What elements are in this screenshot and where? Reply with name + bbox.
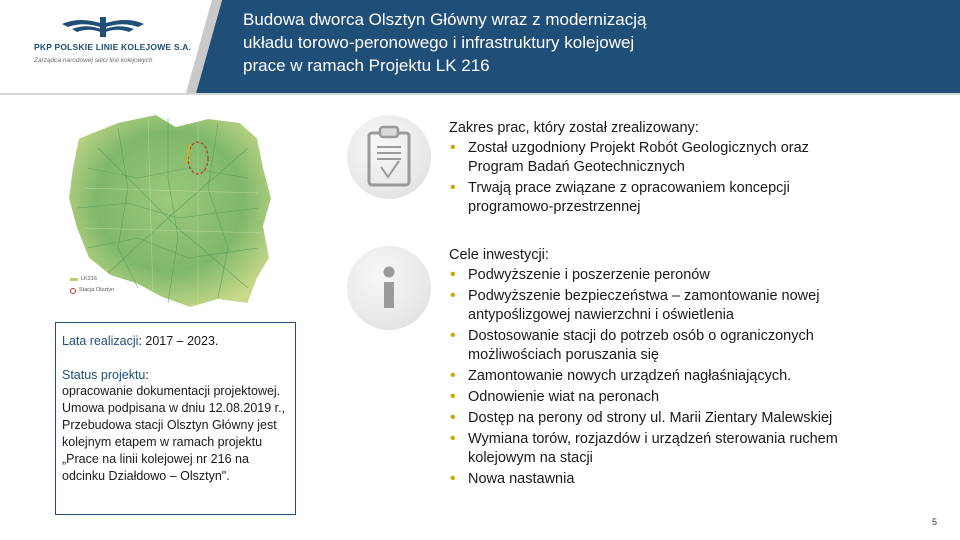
legend-item-lk216 bbox=[70, 274, 114, 285]
list-item bbox=[449, 388, 919, 407]
logo-name: PKP POLSKIE LINIE KOLEJOWE S.A. bbox=[34, 42, 192, 52]
list-item bbox=[449, 287, 919, 325]
list-item-text: • Dostosowanie stacji do potrzeb osób o ograniczonych możliwościach poruszania się bbox=[468, 328, 814, 363]
list-item-text: • Nowa nastawnia bbox=[468, 471, 575, 487]
years-label: Lata realizacji bbox=[62, 334, 139, 348]
list-item bbox=[449, 179, 919, 217]
info-icon-circle bbox=[347, 246, 431, 330]
years-value: : 2017 – 2023. bbox=[138, 334, 219, 348]
legend-item-station bbox=[70, 285, 114, 296]
map-legend bbox=[70, 274, 114, 296]
project-info-box bbox=[55, 322, 296, 515]
legend-label: Stacja Olsztyn bbox=[79, 287, 115, 293]
list-item-text: • Wymiana torów, rozjazdów i urządzeń sterowania ruchem kolejowym na stacji bbox=[468, 431, 838, 466]
legend-circle-icon bbox=[70, 288, 76, 294]
scope-section bbox=[449, 119, 919, 219]
list-item bbox=[449, 266, 919, 285]
legend-line-icon bbox=[70, 278, 78, 281]
pkp-logo-icon bbox=[58, 14, 148, 40]
info-icon bbox=[347, 246, 431, 330]
legend-label: LK216 bbox=[81, 276, 97, 282]
status-heading bbox=[62, 367, 289, 383]
status-label: Status projektu bbox=[62, 368, 146, 382]
list-item-text: • Zamontowanie nowych urządzeń nagłaśniających. bbox=[468, 368, 792, 384]
years-row bbox=[62, 333, 289, 349]
list-item-text: • Odnowienie wiat na peronach bbox=[468, 389, 660, 405]
slide-header bbox=[0, 0, 960, 93]
clipboard-icon bbox=[347, 115, 431, 199]
scope-heading: Zakres prac, który został zrealizowany: bbox=[449, 120, 699, 136]
title-line: prace w ramach Projektu LK 216 bbox=[243, 56, 490, 75]
clipboard-icon-circle bbox=[347, 115, 431, 199]
list-item bbox=[449, 367, 919, 386]
goals-section bbox=[449, 246, 919, 491]
status-text: opracowanie dokumentacji projektowej. Umowa podpisana w dniu 12.08.2019 r., Przebudowa stacji Olsztyn Główny jest kolejnym etapem w ramach projektu „Prace na linii kolejowej nr 216 na odcinku Działdowo – Olsztyn". bbox=[62, 384, 286, 483]
slide-title bbox=[243, 8, 883, 77]
title-line: układu torowo-peronowego i infrastruktury kolejowej bbox=[243, 33, 635, 52]
header-divider bbox=[0, 93, 960, 95]
list-item-text: • Podwyższenie i poszerzenie peronów bbox=[468, 267, 710, 283]
list-item bbox=[449, 327, 919, 365]
list-item-text: • Podwyższenie bezpieczeństwa – zamontowanie nowej antypoślizgowej nawierzchni i oświetlenia bbox=[468, 288, 820, 323]
list-item bbox=[449, 470, 919, 489]
list-item bbox=[449, 430, 919, 468]
list-item bbox=[449, 409, 919, 428]
title-line: Budowa dworca Olsztyn Główny wraz z modernizacją bbox=[243, 10, 647, 29]
list-item bbox=[449, 139, 919, 177]
list-item-text: • Dostęp na perony od strony ul. Marii Zientary Malewskiej bbox=[468, 410, 833, 426]
status-colon: : bbox=[145, 368, 149, 382]
list-item-text: • Trwają prace związane z opracowaniem koncepcji programowo-przestrzennej bbox=[468, 180, 790, 215]
logo-tagline: Zarządca narodowej sieci linii kolejowych bbox=[34, 57, 153, 64]
page-number: 5 bbox=[932, 517, 938, 527]
goals-heading: Cele inwestycji: bbox=[449, 247, 549, 263]
list-item-text: • Został uzgodniony Projekt Robót Geologicznych oraz Program Badań Geotechnicznych bbox=[468, 140, 809, 175]
